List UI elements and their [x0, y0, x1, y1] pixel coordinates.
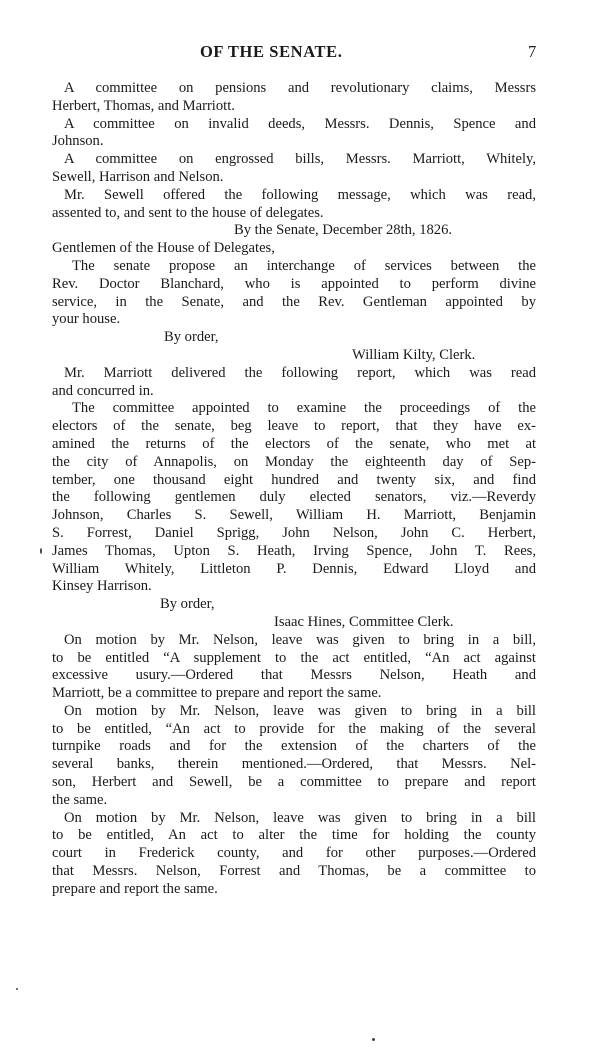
text-line: court in Frederick county, and for other purposes.—Ordered — [52, 845, 536, 862]
text-line: The senate propose an interchange of services between the — [72, 257, 536, 274]
text-line: The committee appointed to examine the proceedings of the — [72, 400, 536, 417]
text-line: turnpike roads and for the extension of the charters of the — [52, 738, 536, 755]
scan-speck — [372, 1038, 375, 1041]
text-line: Herbert, Thomas, and Marriott. — [52, 97, 235, 114]
signature-line: Isaac Hines, Committee Clerk. — [274, 613, 454, 630]
by-order-line: By order, — [160, 596, 215, 613]
text-line: A committee on pensions and revolutionary claims, Messrs — [64, 80, 536, 96]
text-line: amined the returns of the electors of the senate, who met at — [52, 435, 536, 452]
text-line: On motion by Mr. Nelson, leave was given to bring in a bill — [64, 702, 536, 719]
text-line: and concurred in. — [52, 382, 154, 399]
text-line: Sewell, Harrison and Nelson. — [52, 168, 224, 185]
text-line: son, Herbert and Sewell, be a committee to prepare and report — [52, 774, 536, 791]
text-line: excessive usury.—Ordered that Messrs Nelson, Heath and — [52, 667, 536, 684]
text-line: to be entitled, “An act to provide for the making of the several — [52, 720, 536, 737]
text-line: Marriott, be a committee to prepare and report the same. — [52, 685, 382, 702]
text-line: tember, one thousand eight hundred and twenty six, and find — [52, 471, 536, 488]
text-line: the same. — [52, 791, 108, 808]
text-line: electors of the senate, beg leave to report, that they have ex- — [52, 418, 536, 435]
text-line: S. Forrest, Daniel Sprigg, John Nelson, John C. Herbert, — [52, 524, 536, 541]
salutation-line: Gentlemen of the House of Delegates, — [52, 240, 275, 257]
text-line: Johnson, Charles S. Sewell, William H. Marriott, Benjamin — [52, 507, 536, 524]
text-line: Mr. Sewell offered the following message, which was read, — [64, 186, 536, 203]
text-line: several banks, therein mentioned.—Ordered, that Messrs. Nel- — [52, 756, 536, 773]
text-line: Johnson. — [52, 133, 104, 150]
text-line: A committee on engrossed bills, Messrs. Marriott, Whitely, — [64, 151, 536, 168]
senate-journal-text — [52, 80, 536, 899]
text-line: service, in the Senate, and the Rev. Gentleman appointed by — [52, 293, 536, 310]
running-head: OF THE SENATE. — [200, 42, 343, 61]
text-line: Kinsey Harrison. — [52, 578, 152, 595]
text-line: On motion by Mr. Nelson, leave was given to bring in a bill, — [64, 631, 536, 648]
page-header — [0, 42, 600, 66]
text-line: the following gentlemen duly elected senators, viz.—Reverdy — [52, 489, 536, 506]
signature-line: William Kilty, Clerk. — [352, 346, 476, 363]
text-line: Mr. Marriott delivered the following report, which was read — [64, 364, 536, 381]
text-line: to be entitled “A supplement to the act entitled, “An act against — [52, 649, 536, 666]
text-line: to be entitled, An act to alter the time for holding the county — [52, 827, 536, 844]
text-line: that Messrs. Nelson, Forrest and Thomas, be a committee to — [52, 863, 536, 880]
message-date-line: By the Senate, December 28th, 1826. — [234, 222, 453, 239]
text-line: the city of Annapolis, on Monday the eighteenth day of Sep- — [52, 453, 536, 470]
by-order-line: By order, — [164, 329, 219, 346]
text-line: James Thomas, Upton S. Heath, Irving Spence, John T. Rees, — [52, 542, 536, 559]
text-line: A committee on invalid deeds, Messrs. Dennis, Spence and — [64, 115, 536, 132]
page-number: 7 — [528, 42, 537, 61]
scan-speck — [16, 988, 18, 990]
text-line: your house. — [52, 311, 121, 328]
text-line: William Whitely, Littleton P. Dennis, Edward Lloyd and — [52, 560, 536, 577]
scan-speck — [40, 548, 42, 554]
text-line: On motion by Mr. Nelson, leave was given to bring in a bill — [64, 809, 536, 826]
text-line: assented to, and sent to the house of delegates. — [52, 204, 324, 221]
text-line: Rev. Doctor Blanchard, who is appointed to perform divine — [52, 275, 536, 292]
text-line: prepare and report the same. — [52, 880, 218, 897]
